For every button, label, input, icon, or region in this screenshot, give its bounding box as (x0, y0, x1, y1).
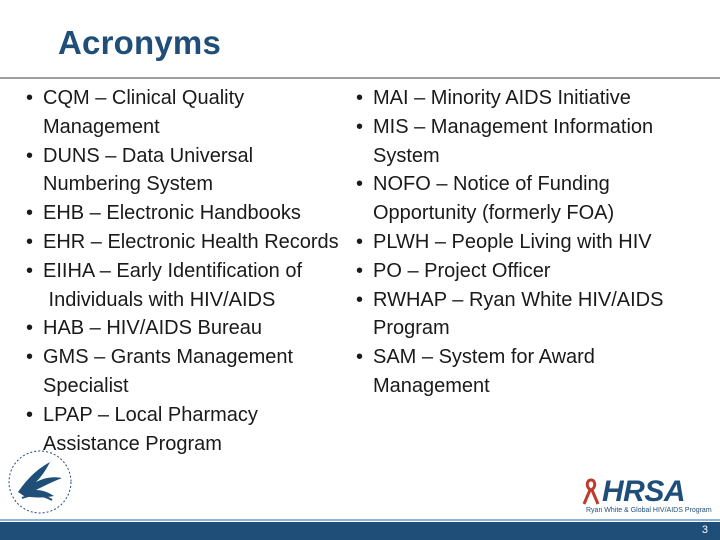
list-item-continuation: Individuals with HIV/AIDS (43, 288, 276, 311)
list-item-text: EHR – Electronic Health Records (43, 230, 339, 253)
list-item-text: NOFO – Notice of Funding (373, 173, 610, 196)
list-item-continuation: Management (373, 374, 490, 397)
list-item-text: CQM – Clinical Quality (43, 87, 245, 109)
list-item-text: PLWH – People Living with HIV (373, 230, 652, 253)
hrsa-wordmark: HRSA (602, 475, 686, 508)
list-item (26, 142, 366, 200)
list-item (26, 228, 366, 257)
list-item-continuation: Specialist (43, 374, 129, 397)
list-item (26, 84, 366, 142)
list-item-text: HAB – HIV/AIDS Bureau (43, 317, 262, 340)
list-item (356, 286, 706, 344)
list-item-continuation: Management (43, 115, 160, 138)
hrsa-logo (582, 476, 714, 518)
list-item-continuation: Program (373, 317, 450, 340)
footer-bar (0, 522, 720, 540)
list-item (356, 113, 706, 171)
title-divider (0, 77, 720, 79)
list-item-text: MAI – Minority AIDS Initiative (373, 87, 631, 109)
list-item-text: LPAP – Local Pharmacy (43, 403, 258, 426)
list-item-text: SAM – System for Award (373, 346, 595, 369)
list-item-text: EHB – Electronic Handbooks (43, 202, 301, 225)
ribbon-icon (582, 478, 600, 506)
list-item (26, 199, 366, 228)
list-item (356, 84, 706, 113)
list-item-continuation: Opportunity (formerly FOA) (373, 202, 615, 225)
list-item (26, 314, 366, 343)
list-item (26, 401, 366, 459)
list-item (356, 257, 706, 286)
list-item (356, 170, 706, 228)
list-item (356, 228, 706, 257)
program-tagline: Ryan White & Global HIV/AIDS Program (586, 507, 712, 514)
list-item-text: MIS – Management Information (373, 115, 654, 138)
list-item-text: GMS – Grants Management (43, 346, 294, 369)
acronym-list-right (356, 84, 706, 401)
slide-title: Acronyms (58, 24, 221, 61)
page-number: 3 (701, 524, 708, 536)
hhs-seal-icon (6, 448, 74, 516)
list-item (26, 343, 366, 401)
list-item-text: PO – Project Officer (373, 259, 551, 282)
list-item-continuation: Assistance Program (43, 432, 222, 455)
list-item-continuation: System (373, 144, 440, 167)
list-item-continuation: Numbering System (43, 173, 214, 196)
footer-accent-line (0, 519, 720, 521)
list-item (26, 257, 366, 315)
list-item (356, 343, 706, 401)
list-item-text: DUNS – Data Universal (43, 144, 254, 167)
acronym-list-left (26, 84, 366, 458)
list-item-text: EIIHA – Early Identification of (43, 259, 303, 282)
list-item-text: RWHAP – Ryan White HIV/AIDS (373, 288, 664, 311)
